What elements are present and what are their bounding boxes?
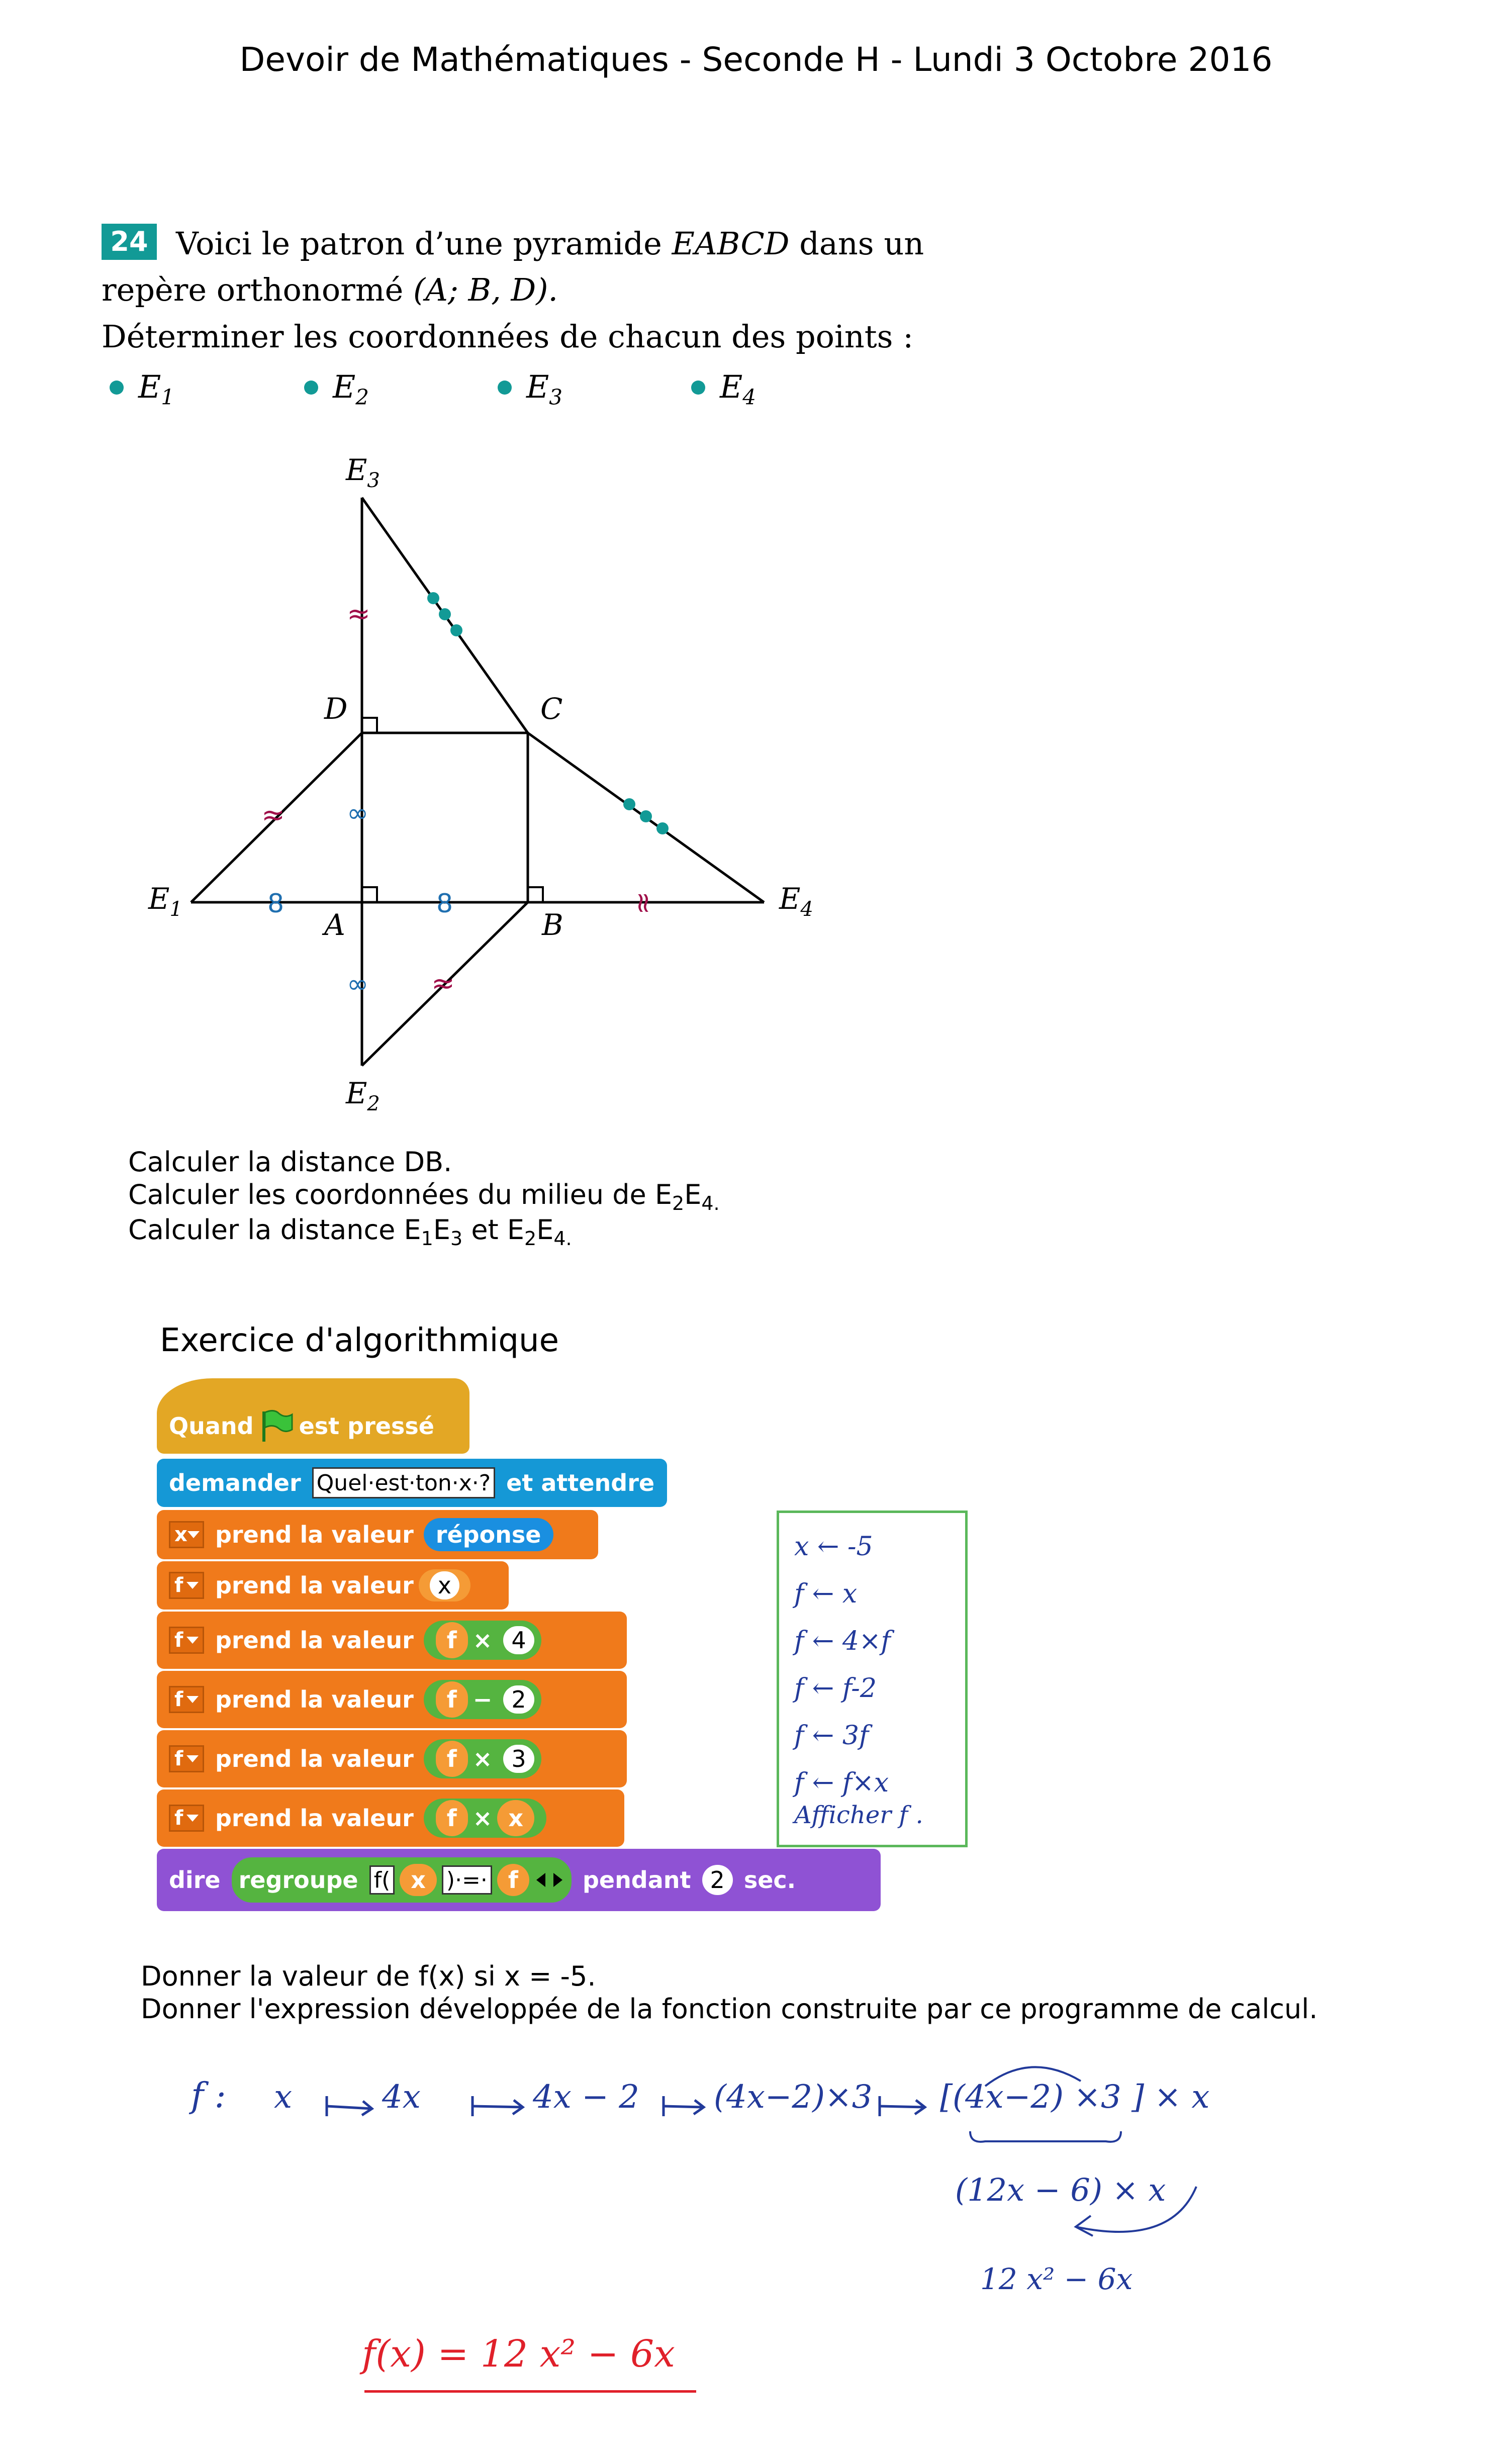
svg-text:≈: ≈ — [431, 967, 455, 1000]
set-f-times-4-block[interactable]: f prend la valeur f × 4 — [157, 1612, 627, 1669]
hat-block-when-flag[interactable]: Quand est pressé — [157, 1378, 469, 1454]
question-expression: Donner l'expression développée de la fonction construite par ce programme de calcul. — [141, 1993, 1318, 2025]
hw-distribute-marks — [955, 2051, 1156, 2151]
variable-dropdown[interactable]: x — [169, 1521, 204, 1548]
set-x-answer-block[interactable]: x prend la valeur réponse — [157, 1510, 598, 1559]
pyramid-name: EABCD — [672, 225, 790, 262]
label-d: D — [324, 692, 348, 726]
hw-final-answer: f(x) = 12 x² − 6x — [362, 2332, 675, 2376]
question-value: Donner la valeur de f(x) si x = -5. — [141, 1960, 596, 1992]
exercise-line-3: Déterminer les coordonnées de chacun des points : — [102, 318, 914, 355]
label-e3: $E_3$ — [346, 453, 380, 492]
variable-dropdown[interactable]: f — [169, 1627, 204, 1654]
set-f-times-3-block[interactable]: f prend la valeur f × 3 — [157, 1730, 627, 1787]
hw-mid: (12x − 6) × x — [955, 2172, 1166, 2208]
ask-text-field[interactable]: Quel·est·ton·x·? — [312, 1467, 495, 1498]
question-distances: Calculer la distance $E_1E_3$ et $E_2E_{4.}$ — [128, 1214, 572, 1250]
hw-developed: 12 x² − 6x — [980, 2262, 1133, 2296]
chevron-down-icon — [187, 1531, 200, 1538]
hw-x: x — [274, 2079, 293, 2116]
label-a: A — [324, 908, 345, 942]
label-b: B — [542, 908, 563, 942]
label-e2: $E_2$ — [346, 1076, 380, 1115]
label-c: C — [540, 692, 563, 726]
multiply-operator[interactable]: f × 3 — [424, 1739, 541, 1778]
svg-text:8: 8 — [267, 889, 285, 919]
svg-text:≈: ≈ — [627, 891, 660, 915]
svg-text:∞: ∞ — [347, 969, 369, 999]
hw-arrows — [322, 2086, 985, 2121]
line1-text: Voici le patron d’une pyramide — [176, 225, 662, 262]
variable-dropdown[interactable]: f — [169, 1572, 204, 1599]
chevron-down-icon — [186, 1637, 199, 1644]
line1-end: dans un — [799, 225, 924, 262]
multiply-operator[interactable]: f × x — [424, 1799, 546, 1838]
multiply-operator[interactable]: f × 4 — [424, 1621, 541, 1660]
set-f-times-x-block[interactable]: f prend la valeur f × x — [157, 1789, 624, 1847]
var-x-reporter[interactable]: x — [419, 1569, 470, 1601]
secs-input[interactable]: 2 — [702, 1865, 733, 1895]
point-e4: $E_4$ — [720, 368, 756, 410]
handwritten-notes: x ← -5 f ← x f ← 4×f f ← f-2 f ← 3f f ← f×x Afficher f . — [794, 1532, 923, 1829]
chevron-down-icon — [186, 1696, 199, 1703]
svg-text:8: 8 — [436, 889, 453, 919]
page-title: Devoir de Mathématiques - Seconde H - Lundi 3 Octobre 2016 — [239, 40, 1273, 79]
svg-text:≈: ≈ — [261, 799, 285, 831]
hw-step4: [(4x−2) ×3 ] × x — [940, 2079, 1210, 2116]
variable-dropdown[interactable]: f — [169, 1745, 204, 1772]
question-midpoint: Calculer les coordonnées du milieu de $E_2E_{4.}$ — [128, 1179, 720, 1214]
svg-text:∞: ∞ — [347, 798, 369, 828]
point-e1: $E_1$ — [138, 368, 174, 410]
exercise-number-badge: 24 — [102, 224, 157, 260]
green-flag-icon — [259, 1408, 294, 1444]
minus-operator[interactable]: f − 2 — [424, 1680, 541, 1719]
variable-dropdown[interactable]: f — [169, 1686, 204, 1713]
join-operator[interactable]: regroupe f( x )·=· f — [232, 1857, 572, 1903]
label-e4: $E_4$ — [779, 882, 813, 921]
point-e3: $E_3$ — [526, 368, 562, 410]
hw-f: f : — [191, 2076, 226, 2116]
hw-step3: (4x−2)×3 — [714, 2079, 873, 2116]
line2-text: repère orthonormé — [102, 271, 404, 308]
set-f-x-block[interactable]: f prend la valeur x — [157, 1561, 509, 1610]
chevron-down-icon — [186, 1755, 199, 1762]
hw-step2: 4x − 2 — [533, 2079, 639, 2116]
label-e1: $E_1$ — [148, 882, 182, 921]
ask-block[interactable]: demander Quel·est·ton·x·? et attendre — [157, 1459, 667, 1507]
hw-mid-arrow — [1056, 2177, 1216, 2252]
chevron-down-icon — [186, 1815, 199, 1822]
left-right-arrows-icon[interactable] — [534, 1870, 564, 1890]
answer-reporter[interactable]: réponse — [424, 1518, 553, 1551]
question-db: Calculer la distance DB. — [128, 1146, 452, 1178]
hw-step1: 4x — [382, 2079, 421, 2116]
set-f-minus-2-block[interactable]: f prend la valeur f − 2 — [157, 1671, 627, 1728]
svg-text:≈: ≈ — [347, 598, 370, 630]
point-e2: $E_2$ — [333, 368, 369, 410]
repere: (A; B, D). — [413, 271, 558, 308]
say-for-secs-block[interactable]: dire regroupe f( x )·=· f pendant 2 sec. — [157, 1849, 881, 1911]
chevron-down-icon — [186, 1582, 199, 1589]
variable-dropdown[interactable]: f — [169, 1805, 204, 1832]
algo-title: Exercice d'algorithmique — [160, 1322, 559, 1359]
pyramid-net-figure — [0, 0, 1512, 1156]
final-answer-underline — [364, 2390, 696, 2393]
